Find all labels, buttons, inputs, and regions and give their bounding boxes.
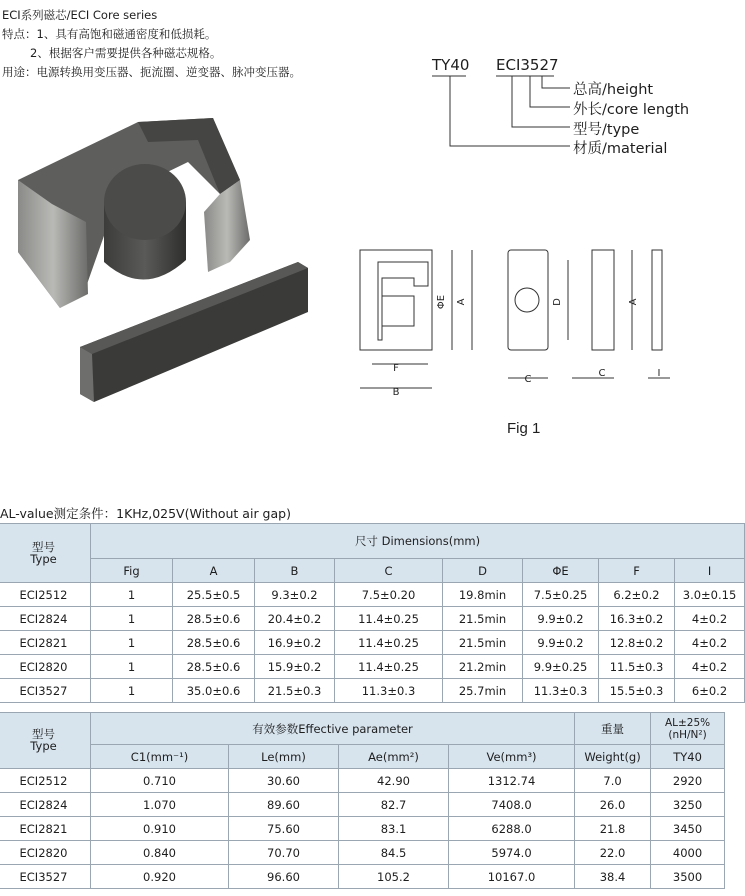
type-header: 型号 Type	[0, 524, 91, 583]
value-cell: 84.5	[339, 841, 449, 865]
value-cell: 1	[91, 583, 173, 607]
value-cell: 105.2	[339, 865, 449, 889]
model-cell: ECI2820	[0, 841, 91, 865]
type-code: ECI3527	[496, 56, 559, 74]
value-cell: 89.60	[229, 793, 339, 817]
value-cell: 28.5±0.6	[173, 607, 255, 631]
series-title: ECI系列磁芯/ECI Core series	[2, 8, 158, 22]
model-cell: ECI2824	[0, 793, 91, 817]
column-header: Ae(mm²)	[339, 745, 449, 769]
column-header: Weight(g)	[575, 745, 651, 769]
type-header: 型号 Type	[0, 713, 91, 769]
value-cell: 70.70	[229, 841, 339, 865]
value-cell: 75.60	[229, 817, 339, 841]
label-core-length: 外长/core length	[573, 102, 690, 118]
value-cell: 3.0±0.15	[675, 583, 745, 607]
value-cell: 15.5±0.3	[599, 679, 675, 703]
dim-letter-phiE: ΦE	[436, 294, 447, 310]
dim-letter-I: I	[657, 368, 661, 379]
value-cell: 82.7	[339, 793, 449, 817]
effective-parameter-table	[0, 712, 725, 889]
table-row	[0, 865, 725, 889]
intro-block	[2, 6, 301, 82]
value-cell: 21.5±0.3	[255, 679, 335, 703]
value-cell: 9.9±0.2	[523, 631, 599, 655]
material-code: TY40	[432, 56, 470, 74]
label-type: 型号/type	[573, 122, 640, 138]
table-row	[0, 607, 745, 631]
value-cell: 11.4±0.25	[335, 631, 443, 655]
table-row	[0, 655, 745, 679]
value-cell: 6±0.2	[675, 679, 745, 703]
model-cell: ECI2820	[0, 655, 91, 679]
value-cell: 28.5±0.6	[173, 631, 255, 655]
column-header: Le(mm)	[229, 745, 339, 769]
value-cell: 4±0.2	[675, 631, 745, 655]
value-cell: 1	[91, 655, 173, 679]
part-code-diagram	[420, 50, 720, 160]
column-header: D	[443, 559, 523, 583]
features-line-1: 特点：1、具有高饱和磁通密度和低损耗。	[2, 27, 217, 41]
table-row	[0, 793, 725, 817]
value-cell: 9.9±0.25	[523, 655, 599, 679]
value-cell: 42.90	[339, 769, 449, 793]
dim-letter-C-bar: C	[598, 368, 606, 379]
usage-line: 用途：电源转换用变压器、扼流圈、逆变器、脉冲变压器。	[2, 65, 301, 79]
weight-group-header: 重量	[575, 713, 651, 745]
dim-letter-A-front: A	[456, 298, 467, 306]
value-cell: 9.9±0.2	[523, 607, 599, 631]
table-row	[0, 841, 725, 865]
effective-group-header: 有效参数Effective parameter	[91, 713, 575, 745]
value-cell: 11.3±0.3	[523, 679, 599, 703]
value-cell: 22.0	[575, 841, 651, 865]
dim-letter-D: D	[552, 298, 563, 306]
dim-letter-C-side: C	[524, 374, 532, 385]
column-header: Fig	[91, 559, 173, 583]
value-cell: 5974.0	[449, 841, 575, 865]
value-cell: 9.3±0.2	[255, 583, 335, 607]
value-cell: 0.710	[91, 769, 229, 793]
value-cell: 1	[91, 679, 173, 703]
value-cell: 83.1	[339, 817, 449, 841]
value-cell: 6.2±0.2	[599, 583, 675, 607]
value-cell: 3450	[651, 817, 725, 841]
model-cell: ECI2821	[0, 817, 91, 841]
value-cell: 28.5±0.6	[173, 655, 255, 679]
value-cell: 25.7min	[443, 679, 523, 703]
value-cell: 30.60	[229, 769, 339, 793]
value-cell: 0.920	[91, 865, 229, 889]
dimension-drawings	[352, 242, 720, 402]
table-row	[0, 679, 745, 703]
column-header: B	[255, 559, 335, 583]
value-cell: 0.910	[91, 817, 229, 841]
model-cell: ECI3527	[0, 679, 91, 703]
value-cell: 21.5min	[443, 631, 523, 655]
dim-letter-A-bar: A	[628, 298, 639, 306]
value-cell: 11.5±0.3	[599, 655, 675, 679]
value-cell: 11.4±0.25	[335, 655, 443, 679]
column-header: F	[599, 559, 675, 583]
value-cell: 26.0	[575, 793, 651, 817]
al-group-header: AL±25% (nH/N²)	[651, 713, 725, 745]
value-cell: 7.5±0.25	[523, 583, 599, 607]
value-cell: 1.070	[91, 793, 229, 817]
column-header: C	[335, 559, 443, 583]
value-cell: 16.9±0.2	[255, 631, 335, 655]
table-row	[0, 817, 725, 841]
value-cell: 12.8±0.2	[599, 631, 675, 655]
table-row	[0, 583, 745, 607]
column-header: ΦE	[523, 559, 599, 583]
value-cell: 3500	[651, 865, 725, 889]
value-cell: 21.2min	[443, 655, 523, 679]
value-cell: 25.5±0.5	[173, 583, 255, 607]
model-cell: ECI3527	[0, 865, 91, 889]
value-cell: 19.8min	[443, 583, 523, 607]
value-cell: 1	[91, 631, 173, 655]
value-cell: 16.3±0.2	[599, 607, 675, 631]
label-height: 总高/height	[573, 82, 654, 98]
value-cell: 7408.0	[449, 793, 575, 817]
value-cell: 3250	[651, 793, 725, 817]
model-cell: ECI2512	[0, 583, 91, 607]
column-header: C1(mm⁻¹)	[91, 745, 229, 769]
value-cell: 7.0	[575, 769, 651, 793]
value-cell: 4000	[651, 841, 725, 865]
label-material: 材质/material	[573, 141, 668, 157]
table-row	[0, 769, 725, 793]
value-cell: 20.4±0.2	[255, 607, 335, 631]
dimensions-group-header: 尺寸 Dimensions(mm)	[91, 524, 745, 559]
value-cell: 21.5min	[443, 607, 523, 631]
column-header: TY40	[651, 745, 725, 769]
value-cell: 10167.0	[449, 865, 575, 889]
value-cell: 11.4±0.25	[335, 607, 443, 631]
value-cell: 35.0±0.6	[173, 679, 255, 703]
value-cell: 6288.0	[449, 817, 575, 841]
figure-caption: Fig 1	[507, 420, 541, 437]
value-cell: 11.3±0.3	[335, 679, 443, 703]
value-cell: 38.4	[575, 865, 651, 889]
value-cell: 7.5±0.20	[335, 583, 443, 607]
table-row	[0, 631, 745, 655]
model-cell: ECI2824	[0, 607, 91, 631]
value-cell: 4±0.2	[675, 607, 745, 631]
model-cell: ECI2821	[0, 631, 91, 655]
value-cell: 15.9±0.2	[255, 655, 335, 679]
value-cell: 4±0.2	[675, 655, 745, 679]
core-photo	[8, 112, 328, 412]
al-test-condition: AL-value测定条件：1KHz,025V(Without air gap)	[0, 506, 291, 521]
model-cell: ECI2512	[0, 769, 91, 793]
dim-letter-F: F	[393, 363, 399, 374]
value-cell: 21.8	[575, 817, 651, 841]
column-header: A	[173, 559, 255, 583]
value-cell: 2920	[651, 769, 725, 793]
dimensions-table	[0, 523, 745, 703]
value-cell: 1	[91, 607, 173, 631]
column-header: I	[675, 559, 745, 583]
features-line-2: 2、根据客户需要提供各种磁芯规格。	[30, 46, 222, 60]
dim-letter-B: B	[392, 387, 400, 398]
value-cell: 96.60	[229, 865, 339, 889]
value-cell: 0.840	[91, 841, 229, 865]
column-header: Ve(mm³)	[449, 745, 575, 769]
value-cell: 1312.74	[449, 769, 575, 793]
